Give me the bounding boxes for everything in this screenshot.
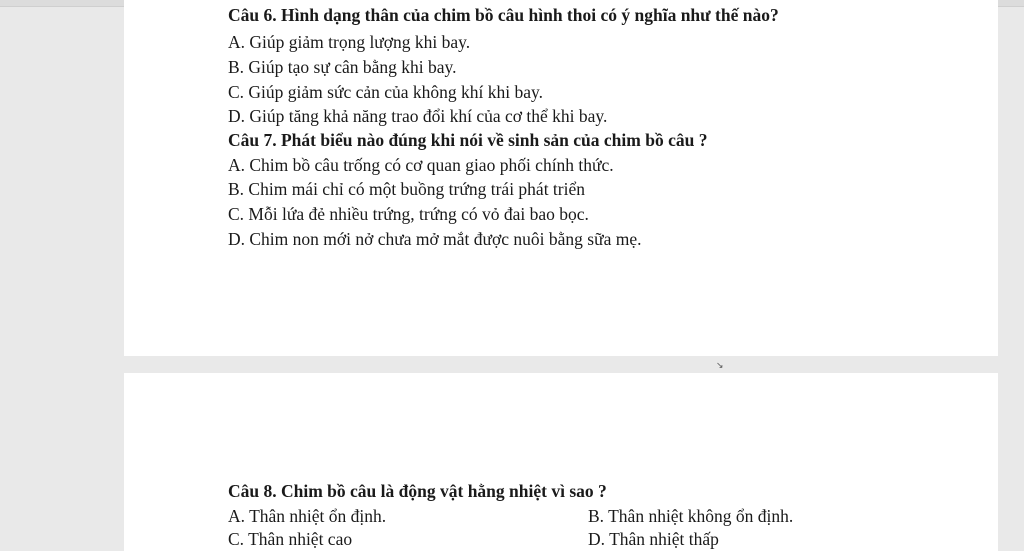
question-8-option-a: A. Thân nhiệt ổn định. (228, 506, 387, 526)
question-7-option-b: B. Chim mái chỉ có một buồng trứng trái phát triển (228, 179, 585, 199)
question-7-option-a: A. Chim bồ câu trống có cơ quan giao phối chính thức. (228, 155, 614, 175)
question-6-option-d: D. Giúp tăng khả năng trao đổi khí của cơ thể khi bay. (228, 106, 608, 126)
question-7-title: Câu 7. Phát biểu nào đúng khi nói về sinh sản của chim bồ câu ? (228, 130, 708, 150)
cursor-icon: ↘ (716, 361, 724, 371)
question-6-option-c: C. Giúp giảm sức cản của không khí khi bay. (228, 82, 544, 102)
question-6-option-b: B. Giúp tạo sự cân bằng khi bay. (228, 57, 457, 77)
question-8-title: Câu 8. Chim bồ câu là động vật hằng nhiệt vì sao ? (228, 481, 607, 501)
question-7-option-c: C. Mỗi lứa đẻ nhiều trứng, trứng có vỏ đai bao bọc. (228, 204, 589, 224)
question-8-option-c: C. Thân nhiệt cao (228, 529, 353, 549)
question-6-option-a: A. Giúp giảm trọng lượng khi bay. (228, 32, 471, 52)
document-page-1 (124, 0, 998, 356)
question-8-option-b: B. Thân nhiệt không ổn định. (588, 506, 794, 526)
document-page-2 (124, 373, 998, 551)
question-7-option-d: D. Chim non mới nở chưa mở mắt được nuôi bằng sữa mẹ. (228, 229, 642, 249)
question-6-title: Câu 6. Hình dạng thân của chim bồ câu hình thoi có ý nghĩa như thế nào? (228, 5, 779, 25)
question-8-option-d: D. Thân nhiệt thấp (588, 529, 719, 549)
